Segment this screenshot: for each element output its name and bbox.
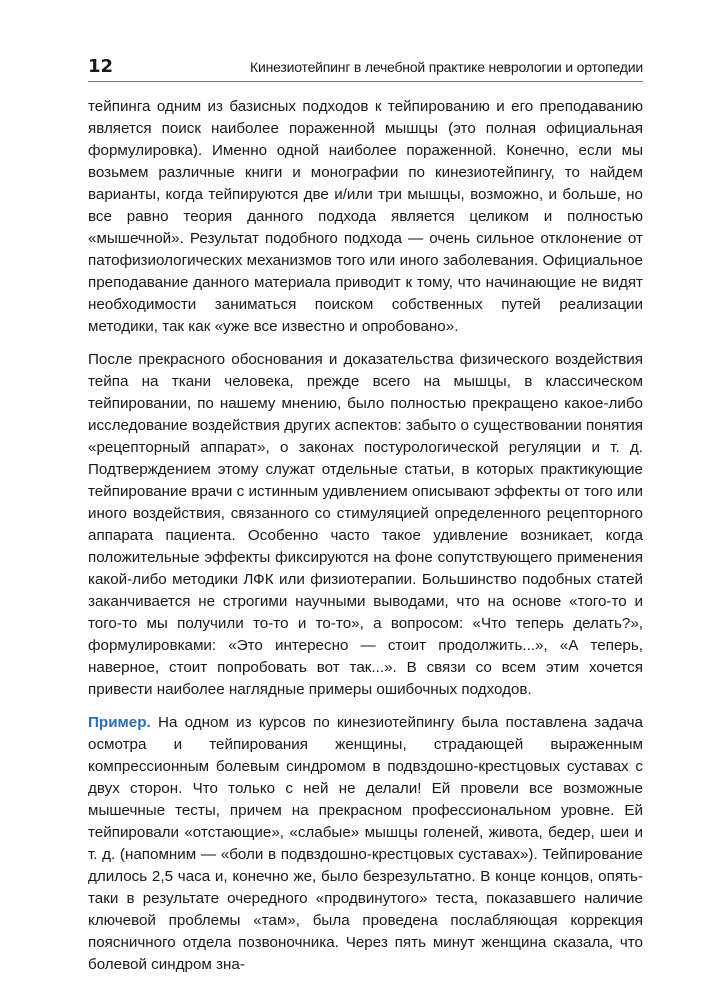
example-lead: Пример. — [88, 714, 151, 731]
body-text — [88, 96, 643, 987]
header-rule — [88, 81, 643, 82]
paragraph: После прекрасного обоснования и доказательства физического воздействия тейпа на ткани человека, прежде всего на мышцы, в классическом тейпировании, по нашему мнению, было полностью прекращено какое-либо исследование воздействия других аспектов: забыто о существовании понятия «рецепторный аппарат», о законах постурологической регуляции и т. д. Подтверждением этому служат отдельные статьи, в которых практикующие тейпирование врачи с истинным удивлением описывают эффекты от того или иного воздействия, связанного со стимуляцией определенного рецепторного аппарата пациента. Особенно часто такое удивление возникает, когда положительные эффекты фиксируются на фоне сопутствующего применения какой-либо методики ЛФК или физиотерапии. Большинство подобных статей заканчивается не строгими научными выводами, что на основе «того-то и того-то мы получили то-то и то-то», а вопросом: «Что теперь делать?», формулировками: «Это интересно — стоит продолжить...», «А теперь, наверное, стоит попробовать вот так...». В связи со всем этим хочется привести наиболее наглядные примеры ошибочных подходов. — [88, 351, 643, 698]
running-title: Кинезиотейпинг в лечебной практике неврологии и ортопедии — [250, 59, 643, 75]
example-text: На одном из курсов по кинезиотейпингу была поставлена задача осмотра и тейпирования женщины, страдающей выраженным компрессионным болевым синдромом в подвздошно-крестцовых суставах с двух сторон. Что только с ней не делали! Ей провели все возможные мышечные тесты, причем на прекрасном профессиональном уровне. Ей тейпировали «отстающие», «слабые» мышцы голеней, живота, бедер, шеи и т. д. (напомним — «боли в подвздошно-крестцовых суставах»). Тейпирование длилось 2,5 часа и, конечно же, было безрезультатно. В конце концов, опять-таки в результате очередного «продвинутого» теста, показавшего наличие ключевой проблемы «там», была проведена послабляющая коррекция поясничного отдела позвоночника. Через пять минут женщина сказала, что болевой синдром зна- — [88, 714, 643, 973]
page-header — [88, 54, 643, 82]
example-paragraph — [88, 712, 643, 976]
page-number: 12 — [88, 56, 114, 77]
paragraph: тейпинга одним из базисных подходов к тейпированию и его преподаванию является поиск наиболее пораженной мышцы (это полная официальная формулировка). Именно одной наиболее пораженной. Конечно, если мы возьмем различные книги и монографии по кинезиотейпингу, то найдем варианты, когда тейпируются две и/или три мышцы, возможно, и больше, но все равно теория данного подхода является целиком и полностью «мышечной». Результат подобного подхода — очень сильное отклонение от патофизиологических механизмов того или иного заболевания. Официальное преподавание данного материала приводит к тому, что начинающие не видят необходимости заниматься поиском собственных путей реализации методики, так как «уже все известно и опробовано». — [88, 98, 643, 335]
